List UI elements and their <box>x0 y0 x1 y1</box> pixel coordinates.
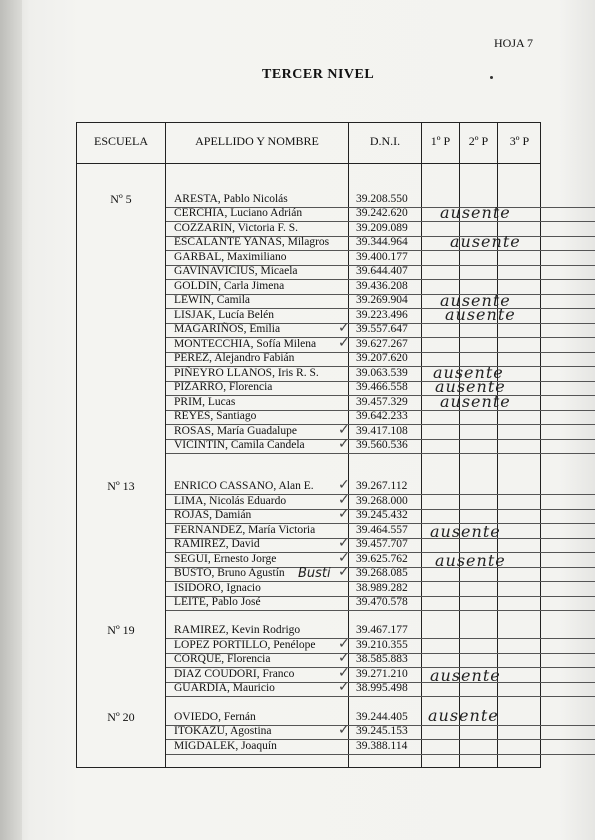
check-mark-icon: ✓ <box>338 550 350 566</box>
table-row <box>166 409 446 424</box>
check-mark-icon: ✓ <box>338 492 350 508</box>
student-name: VICINTIN, Camila Candela <box>174 439 305 451</box>
school-label: Nº 5 <box>110 192 132 206</box>
student-dni: 38.989.282 <box>356 582 408 594</box>
student-dni: 39.223.496 <box>356 309 408 321</box>
student-name: ITOKAZU, Agostina <box>174 725 272 737</box>
table-row <box>166 638 446 653</box>
student-dni: 39.457.707 <box>356 538 408 550</box>
table-row <box>166 279 446 294</box>
page-title: TERCER NIVEL <box>262 67 375 82</box>
table-row <box>166 264 446 279</box>
check-mark-icon: ✓ <box>338 665 350 681</box>
student-name: SEGUI, Ernesto Jorge <box>174 553 277 565</box>
check-mark-icon: ✓ <box>338 535 350 551</box>
sheet-number: HOJA 7 <box>494 36 534 50</box>
handwritten-absent: ausente <box>435 551 506 570</box>
check-mark-icon: ✓ <box>338 477 350 493</box>
table-row <box>166 424 446 439</box>
student-dni: 39.417.108 <box>356 425 408 437</box>
student-dni: 39.457.329 <box>356 396 408 408</box>
table-row <box>166 395 446 410</box>
student-dni: 39.560.536 <box>356 439 408 451</box>
student-name: CERCHIA, Luciano Adrián <box>174 207 303 219</box>
header-period-3: 3º P <box>509 134 530 148</box>
row-underline <box>166 610 595 611</box>
student-name: MAGARIÑOS, Emilia <box>174 323 281 335</box>
student-name: REYES, Santiago <box>174 410 257 422</box>
handwritten-absent: ausente <box>445 305 516 324</box>
student-name: PRIM, Lucas <box>174 396 236 408</box>
check-mark-icon: ✓ <box>338 506 350 522</box>
handwritten-absent: ausente <box>450 232 521 251</box>
student-dni: 39.627.267 <box>356 338 408 350</box>
table-row <box>166 623 446 638</box>
student-dni: 39.625.762 <box>356 553 408 565</box>
student-name: BUSTO, Bruno Agustín <box>174 567 285 579</box>
student-name: LOPEZ PORTILLO, Penélope <box>174 639 316 651</box>
student-name: LEITE, Pablo José <box>174 596 261 608</box>
check-mark-icon: ✓ <box>338 679 350 695</box>
handwritten-absent: ausente <box>433 363 504 382</box>
table-row <box>166 739 446 754</box>
table-row <box>166 595 446 610</box>
student-dni: 39.267.112 <box>356 480 408 492</box>
handwritten-absent: ausente <box>428 706 499 725</box>
student-dni: 39.464.557 <box>356 524 408 536</box>
table-row <box>166 322 446 337</box>
student-dni: 39.207.620 <box>356 352 408 364</box>
student-dni: 39.644.407 <box>356 265 408 277</box>
handwritten-absent: ausente <box>435 377 506 396</box>
handwritten-absent: ausente <box>440 291 511 310</box>
student-name: OVIEDO, Fernán <box>174 711 256 723</box>
header-dni: D.N.I. <box>369 134 401 148</box>
table-row <box>166 508 446 523</box>
student-dni: 39.400.177 <box>356 251 408 263</box>
table-row <box>166 250 446 265</box>
check-mark-icon: ✓ <box>338 636 350 652</box>
student-name: LEWIN, Camila <box>174 294 251 306</box>
student-dni: 38.585.883 <box>356 653 408 665</box>
student-dni: 39.466.558 <box>356 381 408 393</box>
student-dni: 38.995.498 <box>356 682 408 694</box>
student-dni: 39.388.114 <box>356 740 408 752</box>
check-mark-icon: ✓ <box>338 722 350 738</box>
header-school: ESCUELA <box>94 134 148 148</box>
header-period-2: 2º P <box>468 134 489 148</box>
table-row <box>166 681 446 696</box>
handwritten-absent: ausente <box>440 392 511 411</box>
table-row <box>166 667 446 682</box>
check-mark-icon: ✓ <box>338 436 350 452</box>
student-dni: 39.245.432 <box>356 509 408 521</box>
ink-dot <box>490 76 493 79</box>
student-dni: 39.210.355 <box>356 639 408 651</box>
handwritten-absent: ausente <box>440 203 511 222</box>
table-row <box>166 724 446 739</box>
student-dni: 39.436.208 <box>356 280 408 292</box>
binding-shadow <box>0 0 22 840</box>
header-name: APELLIDO Y NOMBRE <box>195 134 319 148</box>
header-period-1: 1º P <box>430 134 451 148</box>
student-name: PIÑEYRO LLANOS, Iris R. S. <box>174 367 319 379</box>
student-dni: 39.271.210 <box>356 668 408 680</box>
row-underline <box>166 696 595 697</box>
check-mark-icon: ✓ <box>338 422 350 438</box>
table-row <box>166 523 446 538</box>
table-row <box>166 206 446 221</box>
student-name: ARESTA, Pablo Nicolás <box>174 193 288 205</box>
student-dni: 39.208.550 <box>356 193 408 205</box>
handwritten-absent: ausente <box>430 666 501 685</box>
student-name: DIAZ COUDORI, Franco <box>174 668 295 680</box>
student-name: COZZARIN, Victoria F. S. <box>174 222 299 234</box>
table-row <box>166 494 446 509</box>
student-dni: 39.063.539 <box>356 367 408 379</box>
student-name: PIZARRO, Florencia <box>174 381 273 393</box>
check-mark-icon: ✓ <box>338 335 350 351</box>
student-name: GAVINAVICIUS, Micaela <box>174 265 298 277</box>
student-dni: 39.467.177 <box>356 624 408 636</box>
student-dni: 39.268.085 <box>356 567 408 579</box>
student-dni: 39.245.153 <box>356 725 408 737</box>
school-label: Nº 13 <box>107 479 135 493</box>
table-row <box>166 293 446 308</box>
school-label: Nº 19 <box>107 623 135 637</box>
table-row <box>166 652 446 667</box>
student-name: CORQUE, Florencia <box>174 653 271 665</box>
handwritten-busti: Busti <box>298 566 331 581</box>
student-name: RAMIREZ, Kevin Rodrigo <box>174 624 301 636</box>
table-row <box>166 581 446 596</box>
student-dni: 39.470.578 <box>356 596 408 608</box>
student-name: RAMIREZ, David <box>174 538 260 550</box>
school-label: Nº 20 <box>107 710 135 724</box>
student-dni: 39.557.647 <box>356 323 408 335</box>
table-row <box>166 479 446 494</box>
student-dni: 39.242.620 <box>356 207 408 219</box>
table-row <box>166 192 446 207</box>
table-row <box>166 351 446 366</box>
table-row <box>166 366 446 381</box>
student-name: ENRICO CASSANO, Alan E. <box>174 480 314 492</box>
student-name: ISIDORO, Ignacio <box>174 582 261 594</box>
table-row <box>166 552 446 567</box>
table-row <box>166 337 446 352</box>
student-name: MONTECCHIA, Sofía Milena <box>174 338 317 350</box>
student-name: LISJAK, Lucía Belén <box>174 309 274 321</box>
table-row <box>166 308 446 323</box>
student-name: ROJAS, Damián <box>174 509 252 521</box>
student-name: GUARDIA, Mauricio <box>174 682 275 694</box>
student-dni: 39.244.405 <box>356 711 408 723</box>
table-row <box>166 235 446 250</box>
table-row <box>166 710 446 725</box>
student-dni: 39.642.233 <box>356 410 408 422</box>
check-mark-icon: ✓ <box>338 564 350 580</box>
check-mark-icon: ✓ <box>338 650 350 666</box>
student-name: ESCALANTE YANAS, Milagros <box>174 236 330 248</box>
table-row <box>166 438 446 453</box>
student-dni: 39.269.904 <box>356 294 408 306</box>
student-name: LIMA, Nicolás Eduardo <box>174 495 287 507</box>
student-name: PEREZ, Alejandro Fabián <box>174 352 295 364</box>
student-dni: 39.268.000 <box>356 495 408 507</box>
student-name: ROSAS, María Guadalupe <box>174 425 297 437</box>
row-underline <box>166 754 595 755</box>
table-row <box>166 537 446 552</box>
table-row <box>166 380 446 395</box>
student-dni: 39.344.964 <box>356 236 408 248</box>
student-name: MIGDALEK, Joaquín <box>174 740 277 752</box>
student-dni: 39.209.089 <box>356 222 408 234</box>
handwritten-absent: ausente <box>430 522 501 541</box>
row-underline <box>166 453 595 454</box>
student-name: GOLDIN, Carla Jimena <box>174 280 285 292</box>
student-name: GARBAL, Maximiliano <box>174 251 287 263</box>
student-name: FERNANDEZ, María Victoria <box>174 524 316 536</box>
check-mark-icon: ✓ <box>338 320 350 336</box>
table-row <box>166 221 446 236</box>
